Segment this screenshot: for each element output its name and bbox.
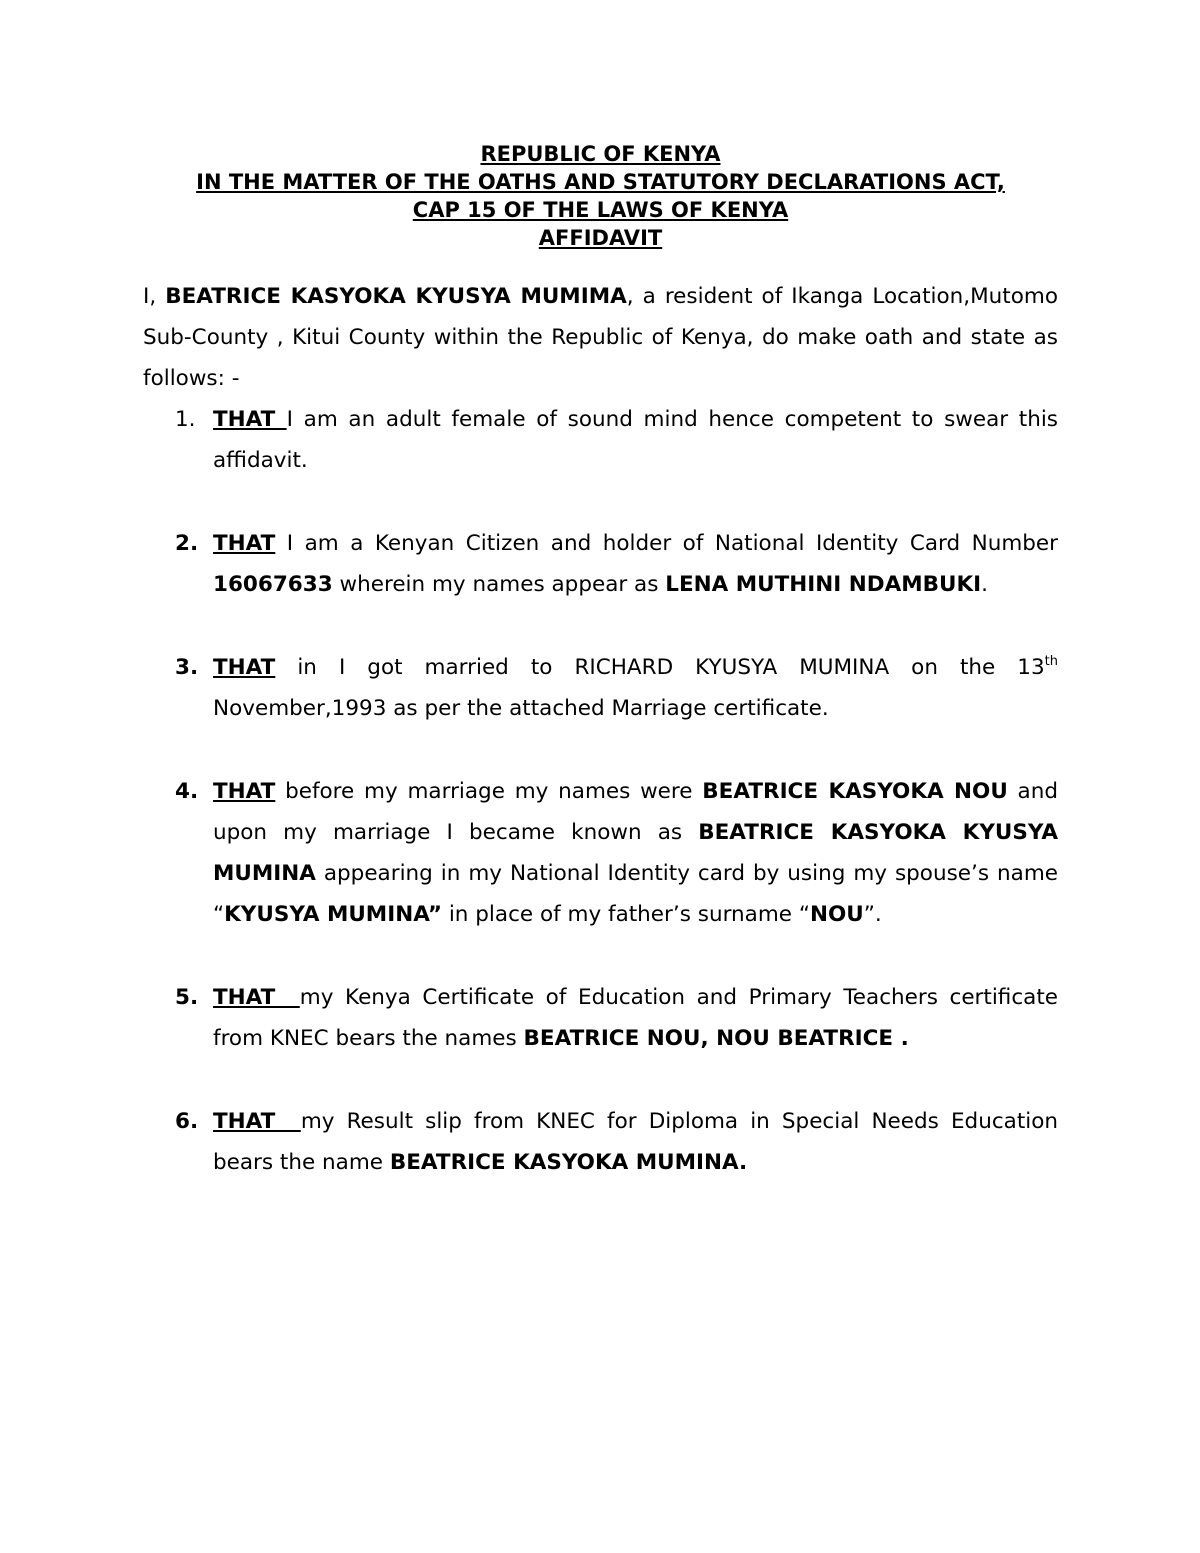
deponent-name: BEATRICE KASYOKA KYUSYA MUMIMA <box>165 284 627 309</box>
clause-number: 6. <box>175 1109 199 1134</box>
clause-number: 1. <box>175 407 196 432</box>
clause-text: in I got married to RICHARD KYUSYA MUMINA on the 13 <box>275 655 1045 680</box>
clause-text: . <box>981 572 988 597</box>
clause-number: 5. <box>175 985 199 1010</box>
clause-that: THAT <box>213 1109 301 1134</box>
clause-number: 3. <box>175 655 199 680</box>
clause-that: THAT <box>213 407 287 432</box>
clause-text: appearing in my National Identity card by using my spouse’s name “ <box>213 861 1058 927</box>
clause-text: I am an adult female of sound mind hence competent to swear this affidavit. <box>213 407 1058 473</box>
ordinal-suffix: th <box>1044 654 1058 669</box>
clause-text: before my marriage my names were <box>275 779 703 804</box>
clause-2 <box>143 523 1058 605</box>
spouse-name: KYUSYA MUMINA” <box>224 902 442 927</box>
clause-text: wherein my names appear as <box>332 572 666 597</box>
clause-that: THAT <box>213 655 276 680</box>
clause-4 <box>143 771 1058 935</box>
clause-that: THAT <box>213 985 300 1010</box>
heading-affidavit: AFFIDAVIT <box>538 226 663 250</box>
clause-text: and upon my marriage I became known as <box>213 779 1059 845</box>
maiden-name: BEATRICE KASYOKA NOU <box>702 779 1008 804</box>
heading-republic: REPUBLIC OF KENYA <box>480 142 721 166</box>
clause-that: THAT <box>213 531 276 556</box>
married-name: BEATRICE KASYOKA KYUSYA MUMINA <box>213 820 1058 886</box>
clause-text: my Result slip from KNEC for Diploma in Special Needs Education bears the name <box>213 1109 1059 1175</box>
clause-5 <box>143 977 1058 1059</box>
clause-list <box>143 399 1058 1183</box>
clause-number: 4. <box>175 779 199 804</box>
father-surname: NOU <box>809 902 864 927</box>
clause-6 <box>143 1101 1058 1183</box>
clause-text: my Kenya Certificate of Education and Primary Teachers certificate from KNEC bears the names <box>213 985 1058 1051</box>
id-name: LENA MUTHINI NDAMBUKI <box>665 572 982 597</box>
id-number: 16067633 <box>213 572 333 597</box>
clause-text: in place of my father’s surname “ <box>442 902 810 927</box>
clause-text: November,1993 as per the attached Marriage certificate. <box>213 696 829 721</box>
intro-rest: , a resident of Ikanga Location,Mutomo Sub-County , Kitui County within the Republic of Kenya, do make oath and state as follows: - <box>143 284 1058 391</box>
intro-paragraph <box>143 276 1058 399</box>
clause-text: ”. <box>863 902 882 927</box>
intro-prefix: I, <box>143 284 166 309</box>
heading-matter: IN THE MATTER OF THE OATHS AND STATUTORY DECLARATIONS ACT, <box>196 170 1005 194</box>
affidavit-page <box>143 140 1058 1225</box>
result-slip-name: BEATRICE KASYOKA MUMINA. <box>389 1150 748 1175</box>
clause-1 <box>143 399 1058 481</box>
clause-that: THAT <box>213 779 276 804</box>
clause-3 <box>143 647 1058 729</box>
heading-cap: CAP 15 OF THE LAWS OF KENYA <box>412 198 789 222</box>
document-heading <box>143 140 1058 252</box>
certificate-names: BEATRICE NOU, NOU BEATRICE . <box>523 1026 909 1051</box>
clause-text: I am a Kenyan Citizen and holder of National Identity Card Number <box>275 531 1058 556</box>
clause-number: 2. <box>175 531 199 556</box>
